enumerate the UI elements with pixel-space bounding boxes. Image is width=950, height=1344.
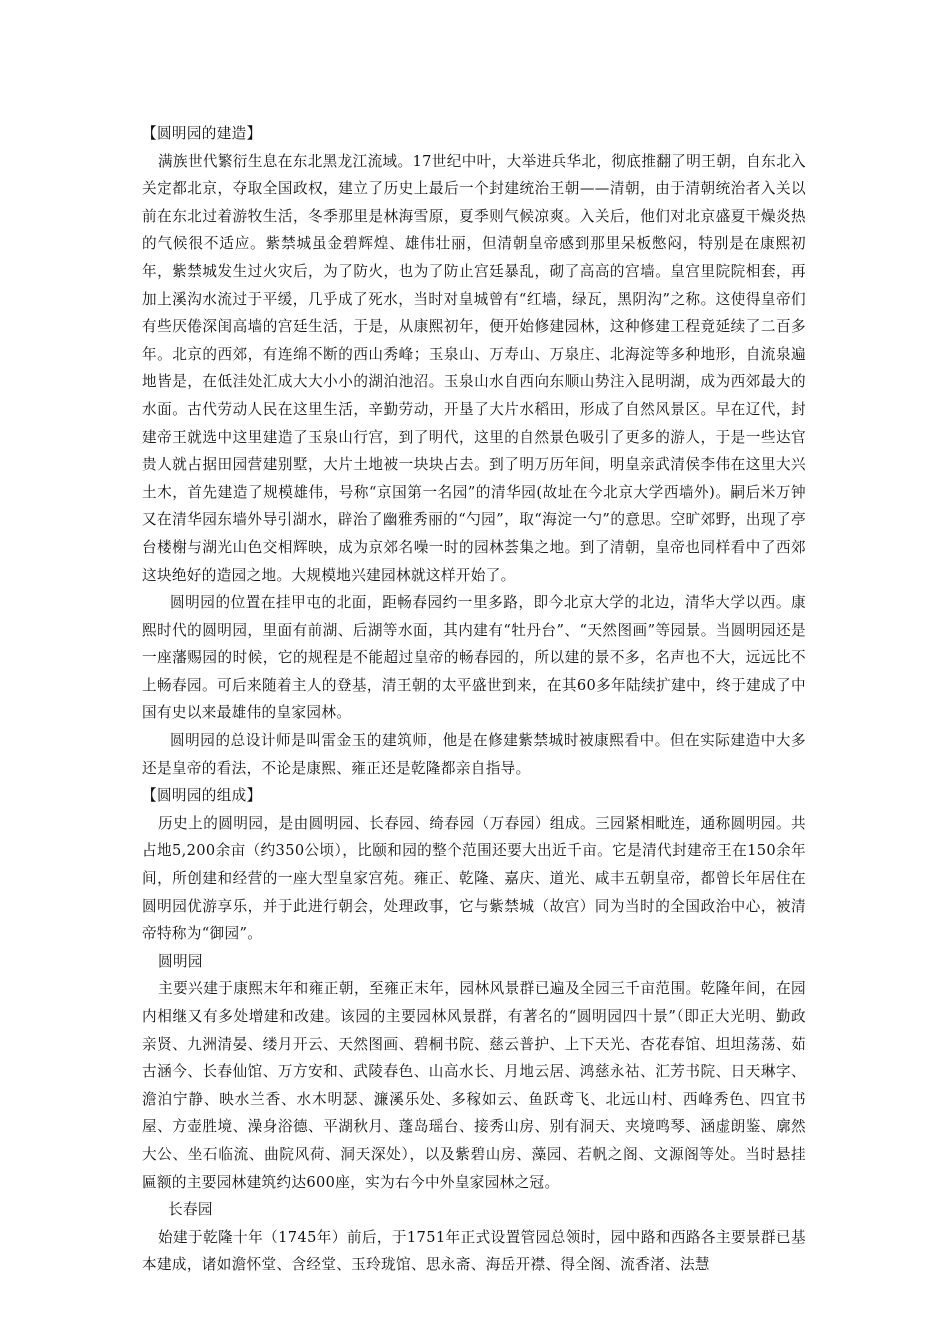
section-heading-composition: 【圆明园的组成】 — [142, 787, 262, 805]
paragraph-chief-designer: 圆明园的总设计师是叫雷金玉的建筑师，他是在修建紫禁城时被康熙看中。但在实际建造中大多还是皇帝的看法，不论是康熙、雍正还是乾隆都亲自指导。 — [142, 732, 806, 777]
paragraph-changchunyuan: 始建于乾隆十年（1745年）前后，于1751年正式设置管园总领时，园中路和西路各主要景群已基本建成，诸如澹怀堂、含经堂、玉玲珑馆、思永斋、海岳开襟、得全阁、流香渚、法慧 — [142, 1228, 806, 1274]
section-heading-construction: 【圆明园的建造】 — [142, 125, 262, 142]
subheading-changchunyuan: 长春园 — [168, 1201, 213, 1219]
paragraph-yuanmingyuan-forty-scenes: 主要兴建于康熙末年和雍正朝，至雍正末年，园林风景群已遍及全园三千亩范围。乾隆年间，在园内相继又有多处增建和改建。该园的主要园林风景群，有著名的“圆明园四十景”（即正大光明、勤政亲贤、九洲清晏、缕月开云、天然图画、碧桐书院、慈云普护、上下天光、杏花春馆、坦坦荡荡、茹古涵今、长春仙馆、万方安和、武陵春色、山高水长、月地云居、鸿慈永祜、汇芳书院、日天琳字、澹泊宁静、映水兰香、水木明瑟、濂溪乐处、多稼如云、鱼跃鸢飞、北远山村、西峰秀色、四宜书屋、方壶胜境、澡身浴德、平湖秋月、蓬岛瑶台、接秀山房、别有洞天、夹境鸣琴、涵虚朗鉴、廓然大公、坐石临流、曲院风荷、洞天深处），以及紫碧山房、藻园、若帆之阁、文源阁等处。当时悬挂匾额的主要园林建筑约达600座，实为右今中外皇家园林之冠。 — [142, 980, 807, 1191]
paragraph-composition-overview: 历史上的圆明园，是由圆明园、长春园、绮春园（万春园）组成。三园紧相毗连，通称圆明园。共占地5,200余亩（约350公顷），比颐和园的整个范围还要大出近千亩。它是清代封建帝王在150余年间，所创建和经营的一座大型皇家宫苑。雍正、乾隆、嘉庆、道光、咸丰五朝皇帝，都曾长年居住在圆明园优游享乐，并于此进行朝会，处理政事，它与紫禁城（故宫）同为当时的全国政治中心，被清帝特称为“御园”。 — [142, 814, 806, 943]
subheading-yuanmingyuan: 圆明园 — [158, 952, 203, 970]
document-body — [142, 120, 806, 1279]
paragraph-garden-location: 圆明园的位置在挂甲屯的北面，距畅春园约一里多路，即今北京大学的北边，清华大学以西。康熙时代的圆明园，里面有前湖、后湖等水面，其内建有“牡丹台”、“天然图画”等园景。当圆明园还是一座藩赐园的时候，它的规程是不能超过皇帝的畅春园的，所以建的景不多，名声也不大，远远比不上畅春园。可后来随着主人的登基，清王朝的太平盛世到来，在其60多年陆续扩建中，终于建成了中国有史以来最雄伟的皇家园林。 — [142, 594, 806, 722]
paragraph-construction-history: 满族世代繁衍生息在东北黑龙江流域。17世纪中叶，大举进兵华北，彻底推翻了明王朝，自东北入关定都北京，夺取全国政权，建立了历史上最后一个封建统治王朝——清朝，由于清朝统治者入关以前在东北过着游牧生活，冬季那里是林海雪原，夏季则气候凉爽。入关后，他们对北京盛夏干燥炎热的气候很不适应。紫禁城虽金碧辉煌、雄伟壮丽，但清朝皇帝感到那里呆板憋闷，特别是在康熙初年，紫禁城发生过火灾后，为了防火，也为了防止宫廷暴乱，砌了高高的宫墙。皇宫里院院相套，再加上溪沟水流过于平缓，几乎成了死水，当时对皇城曾有“红墙，绿瓦，黑阴沟”之称。这使得皇帝们有些厌倦深闺高墙的宫廷生活，于是，从康熙初年，便开始修建园林，这种修建工程竟延续了二百多年。北京的西郊，有连绵不断的西山秀峰；玉泉山、万寿山、万泉庄、北海淀等多种地形，自流泉遍地皆是，在低洼处汇成大大小小的湖泊池沼。玉泉山水自西向东顺山势注入昆明湖，成为西郊最大的水面。古代劳动人民在这里生活，辛勤劳动，开垦了大片水稻田，形成了自然风景区。早在辽代，封建帝王就选中这里建造了玉泉山行宫，到了明代，这里的自然景色吸引了更多的游人，于是一些达官贵人就占据田园营建别墅，大片土地被一块块占去。到了明万历年间，明皇亲武清侯李伟在这里大兴土木，首先建造了规模雄伟，号称“京国第一名园”的清华园(故址在今北京大学西墙外)。嗣后米万钟又在清华园东墙外导引湖水，辟治了幽雅秀丽的“勺园”，取“海淀一勺”的意思。空旷郊野，出现了亭台楼榭与湖光山色交相辉映，成为京郊名噪一时的园林荟集之地。到了清朝，皇帝也同样看中了西郊这块绝好的造园之地。大规模地兴建园林就这样开始了。 — [142, 152, 806, 584]
